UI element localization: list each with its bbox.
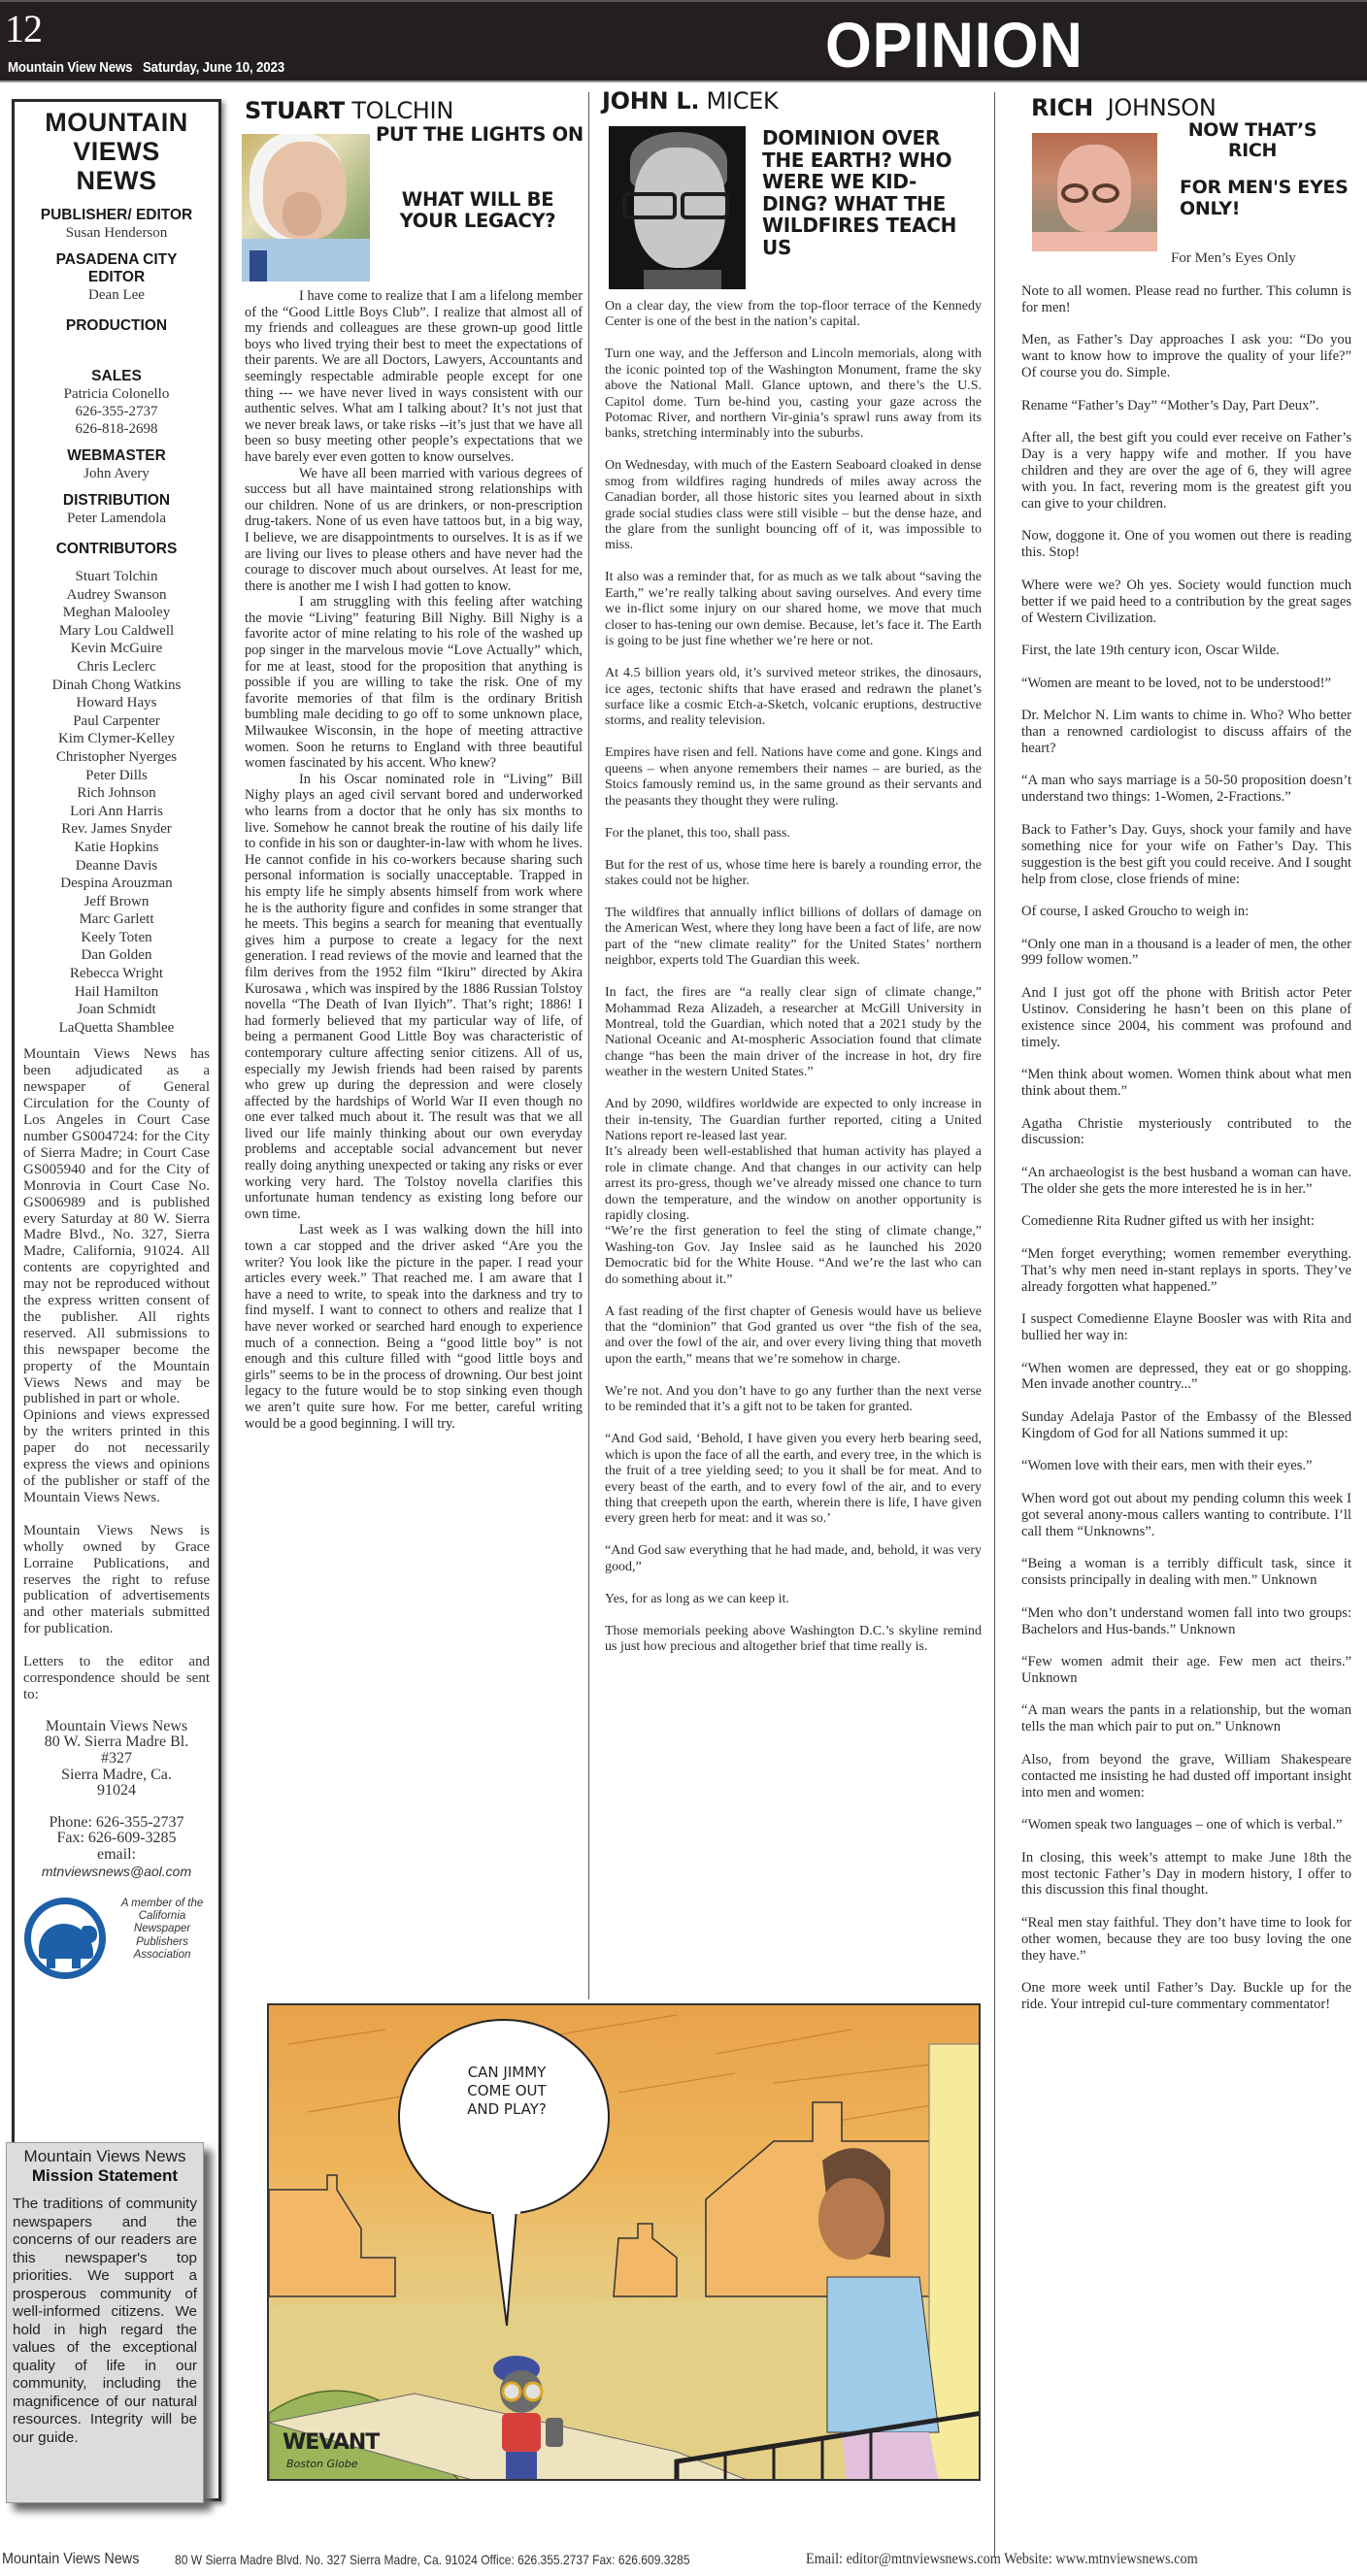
contributor-name: Peter Dills (85, 767, 148, 783)
article-paragraph: Sunday Adelaja Pastor of the Embassy of the Blessed Kingdom of God for all Nations summed it up: (1021, 1408, 1351, 1441)
contributor-name: Dinah Chong Watkins (51, 677, 182, 693)
contributors-heading: CONTRIBUTORS (55, 541, 178, 557)
sales-phone: 626-355-2737 (75, 404, 158, 419)
article-paragraph: “And God saw everything that he had made, and, behold, it was very good,” (605, 1543, 982, 1574)
headline-micek: DOMINION OVER THE EARTH? WHO WERE WE KID-DING? WHAT THE WILDFIRES TEACH US (762, 126, 957, 259)
article-paragraph: In closing, this week’s attempt to make June 18th the most tectonic Father’s Day in modern history, I offer to this discussion this final thought. (1021, 1849, 1351, 1899)
contributor-name: Deanne Davis (75, 857, 158, 874)
article-paragraph: But for the rest of us, whose time here is barely a rounding error, the stakes could not be higher. (605, 857, 982, 888)
legal-notice-adjudication: Mountain Views News has been adjudicated as a newspaper of General Circulation for the County of Los Angeles in Court Case number GS004724: for the City of Sierra Madre; in Court Case GS005940 and for the City of Monrovia in Court Case No. GS006989 and is published every Saturday at 80 W. Sierra Madre Blvd., No. 327, Sierra Madre, California, 91024. All contents are copyrighted and may not be reproduced without the express written consent of the publisher. All rights reserved. All submissions to this newspaper become the property of the Mountain Views News and may be published in part or whole. (23, 1046, 210, 1407)
article-paragraph: When word got out about my pending column this week I got several anony-mous callers wanting to contribute. I’ll call them “Unknowns”. (1021, 1490, 1351, 1539)
fax: Fax: 626-609-3285 (56, 1830, 177, 1847)
contributor-name: Kevin McGuire (70, 641, 163, 657)
article-paragraph: “Women love with their ears, men with their eyes.” (1021, 1458, 1313, 1474)
cartoon-illustration-icon (269, 2005, 981, 2481)
article-paragraph: I have come to realize that I am a lifelong member of the “Good Little Boys Club”. I realize that almost all of my friends and colleagues are these grown-up good little boys who lived trying their best to meet the expectations of their parents. We are all Doctors, Lawyers, Accountants and seemingly respectable admirable people except for one thing --- we have never lived in ways consistent with our authentic selves. What am I talking about? It’s not just that we never break laws, or take risks --it’s just that we have all been so busy meeting other people’s expectations that we have barely ever even gotten to know ourselves. (245, 288, 583, 465)
page-masthead (0, 0, 1367, 81)
contributor-name: Joan Schmidt (77, 1002, 156, 1018)
article-paragraph: Of course, I asked Groucho to weigh in: (1021, 904, 1250, 919)
footer-contact[interactable]: Email: editor@mtnviewsnews.com Website: www.mtnviewsnews.com (806, 2551, 1198, 2567)
cartoon-credit: Boston Globe (286, 2458, 358, 2470)
staff-sidebar (12, 99, 221, 2501)
article-paragraph: Dr. Melchor N. Lim wants to chime in. Who? Who better than a renowned cardiologist to discuss affairs of the heart? (1021, 708, 1351, 756)
article-paragraph: “Real men stay faithful. They don’t have time to look for other women, because they are too busy loving the one they have.” (1021, 1914, 1351, 1964)
author-photo-micek (609, 126, 746, 289)
article-paragraph: “Few women admit their age. Few men act theirs.” Unknown (1021, 1654, 1351, 1686)
article-paragraph: On a clear day, the view from the top-floor terrace of the Kennedy Center is one of the best in the nation’s capital. (605, 299, 982, 330)
article-paragraph: “And God said, ‘Behold, I have given you every herb bearing seed, which is upon the face of all the earth, and every tree, in the which is the fruit of a tree yielding seed; to you it shall be for meat. And to every beast of the earth, and to every fowl of the air, and to every thing that creepeth upon the earth, wherein there is life, I have given every green herb for meat: and it was so.’ (605, 1432, 982, 1527)
article-body-micek (605, 299, 982, 1671)
article-paragraph: “Women speak two languages – one of which is verbal.” (1021, 1817, 1343, 1833)
cnpa-text: A member of the California Newspaper Publishers Association (120, 1897, 204, 1961)
article-paragraph: And I just got off the phone with British actor Peter Ustinov. Considering he hasn’t been on this plane of existence since 2004, his comment was profound and timely. (1021, 984, 1351, 1050)
footer-address: 80 W Sierra Madre Blvd. No. 327 Sierra Madre, Ca. 91024 Office: 626.355.2737 Fax: 626.609.3285 (175, 2552, 690, 2567)
staff-role-publisher: PUBLISHER/ EDITOR (40, 207, 193, 223)
staff-name: John Avery (83, 466, 150, 481)
mailing-address: Mountain Views News 80 W. Sierra Madre Bl. #327 Sierra Madre, Ca. 91024 (44, 1717, 189, 1800)
article-paragraph: The wildfires that annually inflict billions of dollars of damage on the American West, where they long have been a fact of life, are now part of the “new climate reality” for the United States’ northern neighbor, experts told The Guardian this week. (605, 905, 982, 969)
sales-phone: 626-818-2698 (75, 421, 158, 437)
article-paragraph: Rename “Father’s Day” “Mother’s Day, Part Deux”. (1021, 397, 1319, 413)
contributor-name: Christopher Nyerges (55, 748, 178, 765)
section-title: OPINION (825, 9, 1084, 81)
mission-subtitle: Mission Statement (31, 2166, 179, 2185)
article-paragraph: In his Oscar nominated role in “Living” Bill Nighy plays an aged civil servant bored and underworked who learns from a doctor that he only has six months to live. Somehow he cannot break the routine of his daily life to confide in his son or daughter-in-law with whom he lives. He cannot confide in his co-workers because sharing such personal information is socially unacceptable. Trapped in his empty life he simply absents himself from work where he is the authority figure and confides in some stranger that he meets. This begins a search for meaning that eventually gives him a purpose to create a legacy for the next generation. I read reviews of the movie and learned that the film derives from the 1952 film “Ikiru” directed by Akira Kurosawa , which was inspired by the 1886 Russian Tolstoy novella “The Death of Ivan Ilyich”. That’s right; 1886! I had formerly believed that my particular way of life, of being a permanent Good Little Boy was characteristic of contemporary culture affecting senior citizens. All of us, especially my Jewish friends had been raised by parents who grew up during the depression and were closely affected by the hardships of World War II even though no one ever talked much about it. The result was that we all lived our life mainly thinking about our own everyday problems and acceptable social advancement but never really doing anything unexpected or taking any risks or ever working very hard. The Tolstoy novella clarifies this unfortunate human tendency as existing long before our own time. (245, 771, 583, 1222)
header-rule (0, 81, 1367, 83)
legal-notice-ownership: Mountain Views News is wholly owned by Grace Lorraine Publications, and reserves the right to refuse publication of advertisements and other materials submitted for publication. (23, 1522, 210, 1637)
article-paragraph: Those memorials peeking above Washington D.C.’s skyline remind us just how precious and altogether brief that time really is. (605, 1623, 982, 1655)
headline-johnson: FOR MEN'S EYES ONLY! (1180, 177, 1349, 219)
staff-role-pasadena-editor: PASADENA CITY EDITOR (55, 251, 178, 285)
cartoon-speech-text: CAN JIMMY COME OUT AND PLAY? (467, 2064, 547, 2118)
article-paragraph: At 4.5 billion years old, it’s survived meteor strikes, the dinosaurs, ice ages, tectonic shifts that have erased and redrawn the planet’s surface like a cosmic Etch-a-Sketch, volcanic eruptions, destructive storms, and reality television. (605, 666, 982, 729)
column-divider (994, 92, 995, 2558)
article-paragraph: Also, from beyond the grave, William Shakespeare contacted me insisting he had dusted off important insight into men and women: (1021, 1751, 1351, 1800)
paper-and-date: Mountain View News Saturday, June 10, 2023 (8, 60, 284, 76)
mission-title: Mountain Views News (23, 2147, 186, 2165)
article-paragraph: Where were we? Oh yes. Society would function much better if we paid heed to a contribution by the great sages of Western Civilization. (1021, 577, 1351, 626)
article-paragraph: “A man wears the pants in a relationship, but the woman tells the man which pair to put on.” Unknown (1021, 1702, 1351, 1735)
contributor-name: Rev. James Snyder (61, 821, 172, 838)
mission-body: The traditions of community newspapers and the concerns of our readers are this newspaper's top priorities. We support a prosperous community of well-informed citizens. We hold in high regard the values of the exceptional quality of life in our community, including the magnificence of our natural resources. Integrity will be our guide. (13, 2196, 197, 2446)
article-paragraph: “Men think about women. Women think about what men think about them.” (1021, 1067, 1351, 1100)
contributor-name: Stuart Tolchin (75, 569, 158, 584)
article-paragraph: Agatha Christie mysteriously contributed to the discussion: (1021, 1115, 1351, 1148)
contributor-name: Dan Golden (81, 947, 152, 964)
staff-name: Patricia Colonello (63, 386, 170, 402)
staff-name: Dean Lee (88, 287, 145, 303)
contributor-name: Kim Clymer-Kelley (57, 731, 176, 747)
kicker-tolchin: PUT THE LIGHTS ON (376, 123, 583, 146)
article-paragraph: One more week until Father’s Day. Buckle up for the ride. Your intrepid cul-ture commentary commentator! (1021, 1980, 1351, 2013)
contributor-name: Rebecca Wright (69, 966, 164, 982)
kicker-johnson: NOW THAT’S RICH (1187, 119, 1317, 161)
letters-notice: Letters to the editor and correspondence should be sent to: (23, 1654, 210, 1702)
article-paragraph: For the planet, this too, shall pass. (605, 825, 790, 841)
staff-name: Susan Henderson (65, 225, 168, 241)
phone: Phone: 626-355-2737 (49, 1813, 184, 1831)
article-paragraph: We have all been married with various degrees of success but all have maintained strong relationships with our children. None of us are drinkers, or non-prescription drug-takers. None of us even have tattoos but, in a big way, I believe, we are disappointments to ourselves. It is as if we are living our lives to please others and have never had the courage to discover much about ourselves. At least for me, there is another me I wish I had gotten to know. (245, 465, 583, 594)
contributor-name: Howard Hays (76, 695, 157, 711)
article-paragraph: “Only one man in a thousand is a leader of men, the other 999 follow women.” (1021, 936, 1351, 969)
article-paragraph: I am struggling with this feeling after watching the movie “Living” featuring Bill Nighy. Bill Nighy is a favorite actor of mine relating to his role of the washed up pop singer in the marvelous movie “Love Actually” which, for me at least, stood for the proposition that anything is possible if you are willing to take the risk. One of my favorite memories of that film is the ordinary British bumbling male deciding to go off to some unknown place, Milwaukee Wisconsin, in the hope of meeting attractive women. Soon he returns to England with three beautiful women fascinated by his accent. Who knew? (245, 594, 583, 772)
email-link[interactable]: mtnviewsnews@aol.com (41, 1863, 192, 1879)
article-paragraph: “When women are depressed, they eat or go shopping. Men invade another country...” (1021, 1360, 1351, 1393)
contributor-name: Jeff Brown (83, 893, 150, 909)
contributor-name: Despina Arouzman (60, 875, 173, 892)
article-paragraph: In fact, the fires are “a really clear sign of climate change,” Mohammad Reza Alizadeh, a researcher at McGill University in Montreal, told the Guardian, which noted that a 2021 study by the National Oceanic and At-mospheric Association found that climate change “has been the main driver of the increase in hot, dry fire weather in the western United States.” (605, 985, 982, 1080)
article-paragraph: And by 2090, wildfires worldwide are expected to only increase in their in-tensity, The Guardian further reported, citing a United Nations report re-leased last year. It’s already been well-established that human activity has played a role in climate change. And that changes in our activity can help arrest its pro-gress, though we’ve already missed one chance to turn down the temperature, and the window on another opportunity is rapidly closing. “We’re the first generation to feel the sting of climate change,” Washing-ton Gov. Jay Inslee said as he launched his 2020 Democratic bid for the White House. “And we’re the last who can do something about it.” (605, 1097, 982, 1287)
mission-statement-box (6, 2142, 204, 2503)
article-paragraph: A fast reading of the first chapter of Genesis would have us believe that the “dominion” that God granted us over “the fish of the sea, and over the fowl of the air, and over every living thing that moveth upon the earth,” means that we’re somehow in charge. (605, 1304, 982, 1367)
cnpa-bear-logo-icon (24, 1898, 106, 1979)
article-paragraph: Yes, for as long as we can keep it. (605, 1591, 789, 1606)
staff-role-distribution: DISTRIBUTION (62, 492, 171, 509)
author-photo-johnson (1032, 133, 1157, 251)
contributor-name: Audrey Swanson (66, 586, 167, 603)
article-paragraph: “Women are meant to be loved, not to be understood!” (1021, 675, 1331, 691)
contact-info: Phone: 626-355-2737 Fax: 626-609-3285 email: (15, 1815, 218, 1864)
staff-name: Peter Lamendola (66, 511, 167, 526)
cartoon-signature: WEVANT (283, 2430, 380, 2455)
contributor-name: Chris Leclerc (77, 658, 156, 675)
byline-johnson: RICH JOHNSON (1031, 94, 1217, 121)
article-paragraph: First, the late 19th century icon, Oscar Wilde. (1021, 643, 1280, 659)
contributors-list (15, 568, 218, 1037)
contributor-name: Mary Lou Caldwell (58, 622, 175, 639)
contributor-name: Lori Ann Harris (70, 803, 163, 819)
article-paragraph: “Men who don’t understand women fall into two groups: Bachelors and Hus-bands.” Unknown (1021, 1604, 1351, 1637)
article-paragraph: “An archaeologist is the best husband a woman can have. The older she gets the more interested he is in her.” (1021, 1164, 1351, 1197)
article-paragraph: “Men forget everything; women remember everything. That’s why men need in-stant replays in sports. They’ve already forgotten what happened.” (1021, 1245, 1351, 1295)
contributor-name: Paul Carpenter (73, 712, 160, 729)
contributor-name: Meghan Malooley (62, 605, 171, 621)
article-paragraph: Comedienne Rita Rudner gifted us with her insight: (1021, 1213, 1315, 1230)
staff-role-webmaster: WEBMASTER (67, 447, 166, 464)
article-paragraph: Back to Father’s Day. Guys, shock your family and have something nice for your wife on Father’s Day. This suggestion is the best gift you could receive. And I sought help from close, close friends of mine: (1021, 821, 1351, 887)
page-footer (0, 2551, 1367, 2570)
legal-notice-opinions: Opinions and views expressed by the writers printed in this paper do not necessarily express the views and opinions of the publisher or staff of the Mountain Views News. (23, 1407, 210, 1505)
article-paragraph: It also was a reminder that, for as much as we talk about “saving the Earth,” we’re really talking about saving ourselves. And every time we in-flict some injury on our shared home, we move that much closer to has-tening our own demise. Because, let’s face it. The Earth is going to be just fine whether we’re here or not. (605, 570, 982, 649)
contributor-name: Keely Toten (81, 929, 152, 945)
author-photo-tolchin (242, 134, 370, 281)
contributor-name: Hail Hamilton (74, 983, 159, 1000)
article-paragraph: Empires have risen and fell. Nations have come and gone. Kings and queens – when anyone remembers their names – are buried, as the Stoics famously remind us, in the same ground as their servants and the peasants they thought they were ruling. (605, 745, 982, 809)
staff-role-sales: SALES (91, 368, 142, 384)
article-paragraph: We’re not. And you don’t have to go any further than the next verse to be reminded that it’s a gift not to be taken for granted. (605, 1383, 982, 1415)
staff-role-production: PRODUCTION (65, 317, 168, 334)
article-paragraph: Last week as I was walking down the hill into town a car stopped and the driver asked “Are you the writer? You look like the picture in the paper. I read your articles every week.” That reached me. I am aware that I have a need to write, to speak into the darkness and try to find myself. I want to connect to others and realize that I have never worked or searched hard enough to experience much of a connection. Being a “good little boy” is not enough and this culture filled with “good little boys and girls” seems to be in the process of drowning. Our best joint legacy to the future would be to stop sinking even though we aren’t quite sure how. For me better, careful writing would be a good beginning. I will try. (245, 1222, 583, 1432)
contributor-name: Marc Garlett (79, 911, 154, 928)
article-paragraph: Turn one way, and the Jefferson and Lincoln memorials, along with the iconic pointed top of the Washington Monument, frame the sky above the National Mall. Glance uptown, and there’s the U.S. Capitol dome. Turn be-hind you, casting your gaze across the Potomac River, and northern Vir-ginia’s sprawl runs away from its banks, stretching interminably into the suburbs. (605, 347, 982, 442)
article-paragraph: Note to all women. Please read no further. This column is for men! (1021, 283, 1351, 315)
contributor-name: Katie Hopkins (74, 839, 159, 855)
article-paragraph: “A man who says marriage is a 50-50 proposition doesn’t understand two things: 1-Women, 2-Fractions.” (1021, 773, 1351, 806)
contributor-name: Rich Johnson (77, 785, 156, 802)
editorial-cartoon (267, 2003, 981, 2481)
byline-micek: JOHN L. MICEK (602, 87, 779, 115)
article-paragraph: I suspect Comedienne Elayne Boosler was with Rita and bullied her way in: (1021, 1311, 1351, 1344)
article-paragraph: On Wednesday, with much of the Eastern Seaboard cloaked in dense smog from wildfires raging hundreds of miles away across the Canadian border, all those historic sites you learned about in sixth grade social studies class were still visible – but the dense haze, and the glare from the sunlight bouncing off of it, was impossible to miss. (605, 458, 982, 553)
footer-paper-name: Mountain Views News (2, 2551, 140, 2567)
page-number: 12 (5, 7, 42, 50)
byline-tolchin: STUART TOLCHIN (245, 97, 453, 124)
contributor-name: LaQuetta Shamblee (58, 1019, 175, 1036)
article-paragraph: Men, as Father’s Day approaches I ask you: “Do you want to know how to improve the quality of your life?” Of course you do. Simple. (1021, 332, 1351, 381)
article-body-johnson (1021, 283, 1351, 2030)
column-divider (588, 92, 589, 1999)
headline-tolchin: WHAT WILL BE YOUR LEGACY? (399, 188, 556, 232)
article-paragraph: Now, doggone it. One of you women out there is reading this. Stop! (1021, 528, 1351, 561)
article-paragraph: After all, the best gift you could ever receive on Father’s Day is a very happy wife and mother. If you have children and they are over the age of 6, they will agree with you. In fact, revering mom is the greatest gift you can give to your children. (1021, 430, 1351, 512)
sidebar-title: MOUNTAIN VIEWS NEWS (45, 108, 188, 195)
article-paragraph: “Being a woman is a terribly difficult task, since it consists principally in dealing with men.” Unknown (1021, 1556, 1351, 1589)
cnpa-membership (15, 1892, 218, 1981)
article-body-tolchin (245, 288, 583, 1432)
subhead-johnson: For Men’s Eyes Only (1171, 250, 1296, 266)
